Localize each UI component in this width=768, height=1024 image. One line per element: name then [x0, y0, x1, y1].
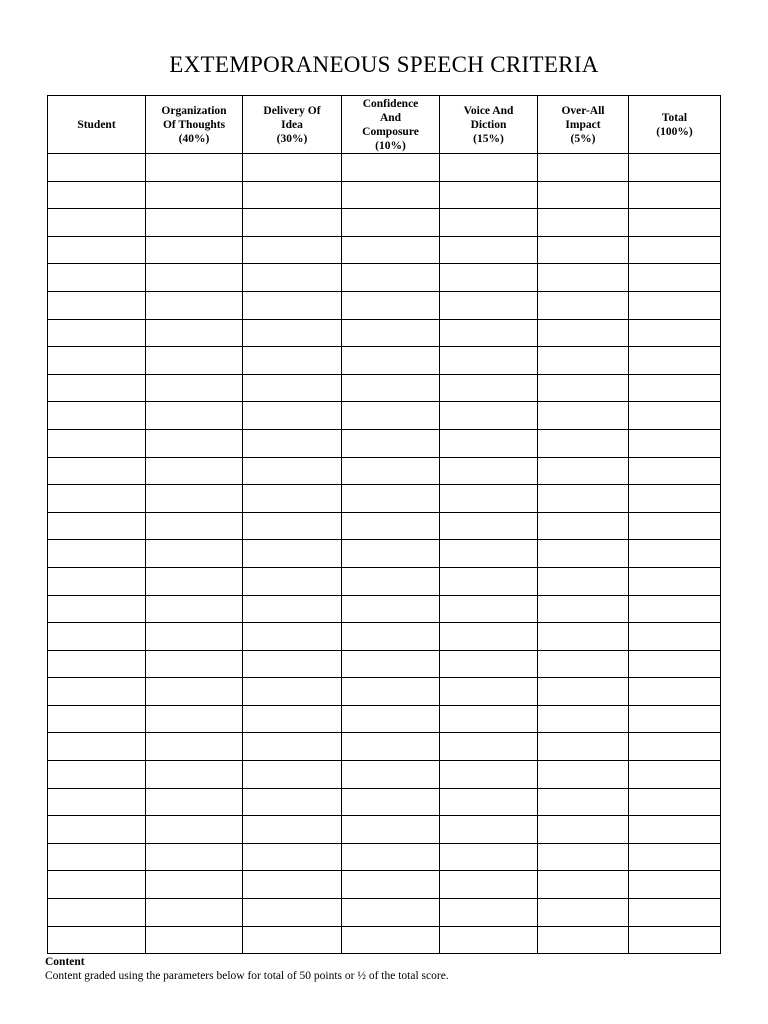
table-cell [146, 595, 243, 623]
table-cell [629, 512, 721, 540]
table-cell [342, 540, 440, 568]
table-cell [146, 291, 243, 319]
header-line: Impact [565, 118, 601, 131]
table-cell [146, 926, 243, 954]
table-cell [440, 457, 538, 485]
table-cell [48, 567, 146, 595]
table-cell [243, 485, 342, 513]
table-cell [342, 347, 440, 375]
table-cell [629, 899, 721, 927]
table-row [48, 733, 721, 761]
table-cell [342, 761, 440, 789]
table-cell [48, 899, 146, 927]
table-cell [48, 429, 146, 457]
table-cell [440, 402, 538, 430]
table-cell [146, 457, 243, 485]
table-cell [440, 374, 538, 402]
table-cell [243, 788, 342, 816]
table-cell [48, 154, 146, 182]
column-header-organization [146, 96, 243, 154]
table-row [48, 540, 721, 568]
table-cell [48, 623, 146, 651]
footer-text: Content graded using the parameters below for total of 50 points or ½ of the total score. [45, 970, 449, 982]
table-cell [243, 733, 342, 761]
header-line: Of Thoughts [162, 118, 226, 131]
table-cell [48, 788, 146, 816]
table-cell [48, 319, 146, 347]
table-cell [629, 429, 721, 457]
table-cell [243, 678, 342, 706]
table-body [48, 154, 721, 954]
table-cell [342, 402, 440, 430]
table-cell [629, 264, 721, 292]
table-cell [243, 705, 342, 733]
table-cell [440, 209, 538, 237]
table-row [48, 485, 721, 513]
table-cell [48, 540, 146, 568]
table-cell [629, 871, 721, 899]
table-cell [342, 485, 440, 513]
table-row [48, 319, 721, 347]
header-line: Student [77, 118, 116, 131]
table-cell [440, 181, 538, 209]
table-cell [629, 595, 721, 623]
table-cell [629, 154, 721, 182]
table-cell [342, 567, 440, 595]
table-cell [538, 319, 629, 347]
table-cell [440, 816, 538, 844]
table-cell [342, 816, 440, 844]
column-header-total [629, 96, 721, 154]
header-line: Total [661, 111, 688, 124]
table-cell [629, 843, 721, 871]
header-line: And [379, 111, 402, 124]
table-cell [538, 374, 629, 402]
table-row [48, 899, 721, 927]
header-line: Confidence [362, 97, 419, 110]
table-cell [538, 761, 629, 789]
table-row [48, 843, 721, 871]
table-cell [440, 319, 538, 347]
table-cell [342, 899, 440, 927]
table-cell [342, 457, 440, 485]
table-cell [146, 567, 243, 595]
table-cell [146, 154, 243, 182]
table-cell [538, 154, 629, 182]
table-cell [440, 733, 538, 761]
table-cell [342, 926, 440, 954]
header-line: Voice And [463, 104, 514, 117]
table-cell [538, 402, 629, 430]
table-cell [629, 761, 721, 789]
header-line: (100%) [656, 125, 693, 138]
table-cell [146, 788, 243, 816]
table-cell [146, 236, 243, 264]
table-row [48, 402, 721, 430]
table-cell [538, 926, 629, 954]
table-cell [629, 567, 721, 595]
table-cell [440, 236, 538, 264]
column-header-voice [440, 96, 538, 154]
table-cell [538, 485, 629, 513]
table-cell [440, 650, 538, 678]
table-cell [146, 899, 243, 927]
header-line: (5%) [570, 132, 596, 145]
table-cell [48, 291, 146, 319]
table-cell [440, 429, 538, 457]
column-header-impact [538, 96, 629, 154]
table-row [48, 871, 721, 899]
table-cell [538, 733, 629, 761]
table-cell [48, 843, 146, 871]
table-row [48, 512, 721, 540]
table-cell [48, 733, 146, 761]
table-cell [342, 843, 440, 871]
table-cell [538, 567, 629, 595]
table-cell [440, 154, 538, 182]
table-cell [440, 291, 538, 319]
table-cell [538, 816, 629, 844]
table-cell [440, 871, 538, 899]
table-cell [342, 236, 440, 264]
table-cell [629, 347, 721, 375]
table-cell [342, 788, 440, 816]
table-cell [538, 347, 629, 375]
header-line: Organization [161, 104, 227, 117]
table-row [48, 761, 721, 789]
table-cell [146, 264, 243, 292]
table-cell [146, 512, 243, 540]
table-cell [538, 181, 629, 209]
table-cell [243, 154, 342, 182]
table-cell [146, 429, 243, 457]
table-cell [243, 264, 342, 292]
table-cell [48, 209, 146, 237]
table-cell [146, 761, 243, 789]
table-cell [243, 236, 342, 264]
table-cell [538, 291, 629, 319]
table-cell [48, 871, 146, 899]
table-cell [629, 788, 721, 816]
table-cell [538, 650, 629, 678]
table-cell [146, 374, 243, 402]
table-cell [243, 540, 342, 568]
table-cell [243, 347, 342, 375]
table-cell [146, 705, 243, 733]
table-cell [146, 650, 243, 678]
table-cell [440, 512, 538, 540]
table-cell [243, 512, 342, 540]
table-cell [538, 264, 629, 292]
table-row [48, 595, 721, 623]
table-row [48, 926, 721, 954]
table-row [48, 236, 721, 264]
table-cell [440, 843, 538, 871]
table-row [48, 623, 721, 651]
table-row [48, 181, 721, 209]
table-cell [440, 264, 538, 292]
table-cell [440, 540, 538, 568]
table-cell [629, 650, 721, 678]
table-cell [629, 540, 721, 568]
table-cell [342, 595, 440, 623]
table-cell [48, 595, 146, 623]
table-cell [48, 816, 146, 844]
table-cell [629, 457, 721, 485]
header-line: (15%) [473, 132, 504, 145]
table-cell [538, 871, 629, 899]
table-cell [48, 402, 146, 430]
header-line: (30%) [276, 132, 308, 145]
table-cell [629, 678, 721, 706]
header-line: Delivery Of [263, 104, 321, 117]
table-cell [342, 291, 440, 319]
table-cell [243, 926, 342, 954]
table-cell [538, 843, 629, 871]
table-cell [538, 595, 629, 623]
table-cell [48, 678, 146, 706]
table-cell [243, 650, 342, 678]
table-cell [342, 678, 440, 706]
table-cell [342, 733, 440, 761]
table-cell [538, 705, 629, 733]
table-row [48, 347, 721, 375]
table-cell [48, 512, 146, 540]
table-cell [538, 678, 629, 706]
header-line: (10%) [375, 139, 406, 152]
table-cell [342, 374, 440, 402]
table-cell [538, 540, 629, 568]
table-cell [48, 761, 146, 789]
table-cell [146, 347, 243, 375]
table-cell [146, 816, 243, 844]
table-cell [629, 623, 721, 651]
table-cell [629, 236, 721, 264]
table-cell [342, 871, 440, 899]
table-cell [342, 623, 440, 651]
criteria-table [47, 95, 721, 954]
table-cell [629, 374, 721, 402]
table-cell [48, 347, 146, 375]
table-cell [342, 512, 440, 540]
table-cell [342, 181, 440, 209]
table-cell [629, 181, 721, 209]
table-cell [146, 485, 243, 513]
table-cell [243, 429, 342, 457]
footer-note [45, 955, 449, 983]
table-row [48, 264, 721, 292]
header-row [48, 96, 721, 154]
table-cell [243, 209, 342, 237]
table-cell [48, 236, 146, 264]
table-cell [48, 650, 146, 678]
table-row [48, 567, 721, 595]
table-row [48, 291, 721, 319]
table-cell [243, 899, 342, 927]
table-cell [342, 209, 440, 237]
table-row [48, 429, 721, 457]
table-row [48, 678, 721, 706]
table-cell [538, 236, 629, 264]
table-cell [440, 899, 538, 927]
table-cell [146, 843, 243, 871]
table-cell [342, 650, 440, 678]
table-cell [146, 209, 243, 237]
table-cell [48, 485, 146, 513]
table-cell [48, 457, 146, 485]
table-row [48, 705, 721, 733]
table-cell [146, 319, 243, 347]
table-cell [146, 733, 243, 761]
table-cell [243, 181, 342, 209]
table-cell [440, 485, 538, 513]
column-header-student [48, 96, 146, 154]
table-cell [440, 347, 538, 375]
table-cell [243, 374, 342, 402]
table-cell [342, 705, 440, 733]
table-cell [48, 264, 146, 292]
table-cell [629, 291, 721, 319]
table-cell [48, 374, 146, 402]
table-cell [440, 788, 538, 816]
table-cell [243, 816, 342, 844]
table-cell [243, 871, 342, 899]
table-cell [440, 705, 538, 733]
table-cell [342, 264, 440, 292]
table-cell [538, 788, 629, 816]
page-title: EXTEMPORANEOUS SPEECH CRITERIA [169, 52, 599, 77]
column-header-delivery [243, 96, 342, 154]
table-cell [538, 209, 629, 237]
table-cell [440, 623, 538, 651]
table-cell [243, 291, 342, 319]
table-cell [243, 402, 342, 430]
table-row [48, 788, 721, 816]
table-cell [629, 402, 721, 430]
table-cell [629, 209, 721, 237]
table-cell [342, 429, 440, 457]
header-line: Diction [470, 118, 507, 131]
header-line: Composure [362, 125, 419, 138]
table-cell [146, 678, 243, 706]
table-cell [440, 926, 538, 954]
table-cell [629, 319, 721, 347]
header-line: Idea [281, 118, 303, 131]
table-cell [48, 926, 146, 954]
table-cell [146, 871, 243, 899]
table-cell [342, 154, 440, 182]
table-cell [146, 181, 243, 209]
table-cell [629, 705, 721, 733]
table-cell [629, 733, 721, 761]
table-cell [629, 485, 721, 513]
column-header-confidence [342, 96, 440, 154]
table-cell [243, 319, 342, 347]
table-row [48, 650, 721, 678]
header-line: Over-All [561, 104, 605, 117]
table-cell [629, 926, 721, 954]
table-cell [440, 567, 538, 595]
table-cell [146, 402, 243, 430]
table-cell [538, 457, 629, 485]
table-row [48, 457, 721, 485]
table-row [48, 209, 721, 237]
table-cell [243, 567, 342, 595]
table-cell [48, 181, 146, 209]
table-cell [538, 429, 629, 457]
table-row [48, 816, 721, 844]
table-cell [342, 319, 440, 347]
table-cell [440, 761, 538, 789]
table-cell [146, 540, 243, 568]
table-cell [243, 761, 342, 789]
table-cell [440, 678, 538, 706]
table-row [48, 374, 721, 402]
table-cell [146, 623, 243, 651]
table-cell [538, 623, 629, 651]
table-cell [629, 816, 721, 844]
table-cell [243, 595, 342, 623]
table-cell [243, 843, 342, 871]
table-cell [440, 595, 538, 623]
footer-label: Content [45, 956, 85, 968]
table-row [48, 154, 721, 182]
table-cell [243, 623, 342, 651]
table-cell [48, 705, 146, 733]
table-cell [538, 899, 629, 927]
table-cell [538, 512, 629, 540]
table-cell [243, 457, 342, 485]
header-line: (40%) [178, 132, 210, 145]
